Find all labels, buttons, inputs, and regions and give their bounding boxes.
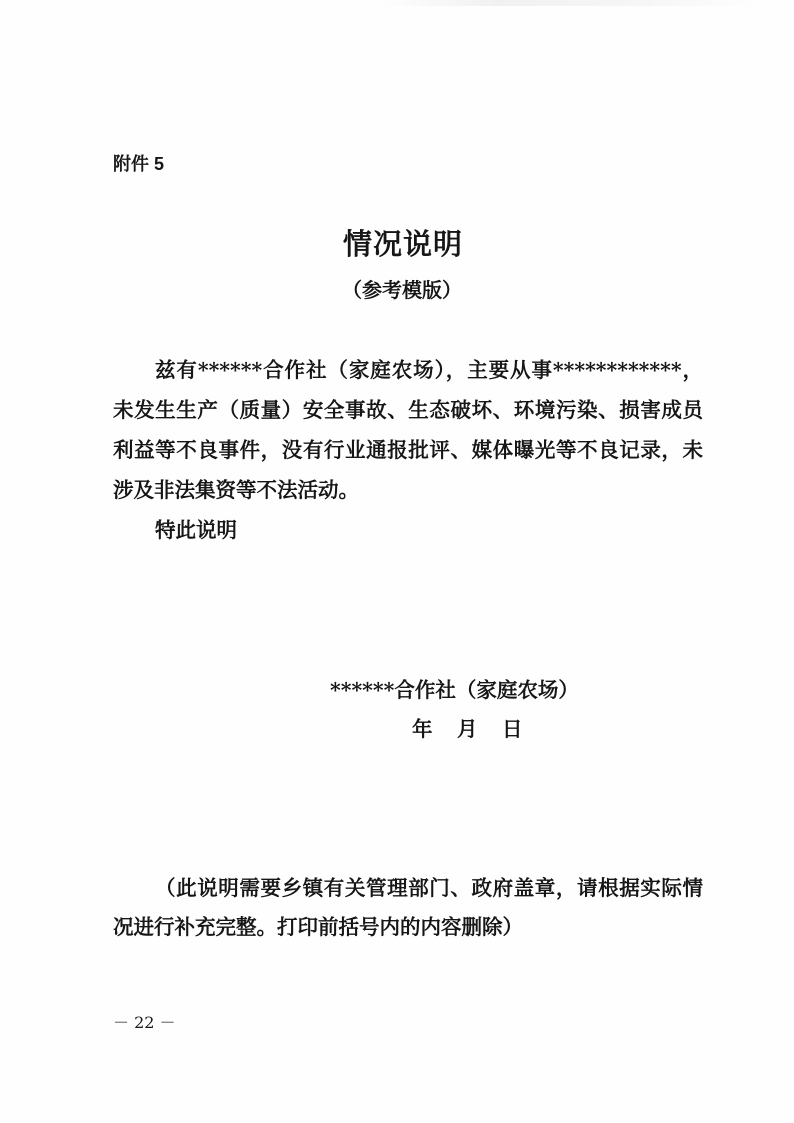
note-line: （此说明需要乡镇有关管理部门、政府盖章，请根据实际情 — [155, 876, 703, 900]
instruction-note — [113, 869, 703, 947]
document-title: 情况说明 — [342, 227, 463, 261]
body-line: 利益等不良事件，没有行业通报批评、媒体曝光等不良记录，未 — [113, 438, 703, 462]
statement-body — [113, 350, 703, 550]
document-subtitle: （参考模版） — [342, 278, 462, 302]
signature-date: 年 月 日 — [412, 717, 525, 741]
signature-organization: ******合作社（家庭农场） — [330, 678, 579, 702]
page-number: － 22 － — [113, 1013, 176, 1032]
attachment-label: 附件 5 — [113, 154, 165, 174]
body-line: 未发生生产（质量）安全事故、生态破坏、环境污染、损害成员 — [113, 398, 703, 422]
note-line: 况进行补充完整。打印前括号内的内容删除） — [113, 915, 523, 939]
closing-phrase: 特此说明 — [155, 518, 237, 542]
scan-edge-artifact — [380, 0, 760, 6]
body-line: 兹有******合作社（家庭农场），主要从事************， — [155, 358, 703, 382]
body-line: 涉及非法集资等不法活动。 — [113, 478, 359, 502]
